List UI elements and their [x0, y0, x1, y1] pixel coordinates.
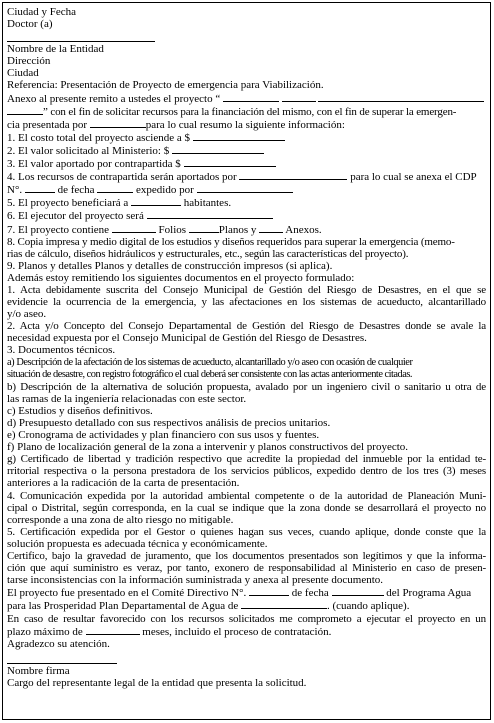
doc-1-line-1: 1. Acta debidamente suscrita del Consejo Municipal de Gestión del Riesgo de Desastres, en el que se	[7, 283, 486, 296]
cdp-issuer-blank	[197, 183, 293, 193]
project-name-blank-2	[282, 92, 316, 102]
doc-3-heading: 3. Documentos técnicos.	[7, 344, 116, 357]
letter-template	[2, 2, 491, 720]
item-1: 1. El costo total del proyecto asciende a $	[7, 131, 486, 144]
item-3: 3. El valor aportado por contrapartida $	[7, 157, 486, 170]
cdp-number-blank	[25, 183, 55, 193]
signatory-role: Cargo del representante legal de la entidad que presenta la solicitud.	[7, 676, 307, 689]
doc-3c: c) Estudios y diseños definitivos.	[7, 404, 153, 417]
department-blank	[241, 599, 327, 609]
doc-5-line-1: 5. Certificación expedida por el Gestor o quienes hagan sus veces, cuando aplique, donde conste que la	[7, 525, 486, 538]
item-5: 5. El proyecto beneficiará a habitantes.	[7, 197, 232, 210]
certification-line-3: tarse inconsistencias con la información suministrada y anexa al presente documento.	[7, 574, 384, 587]
item-9: 9. Planos y detalles Planos y detalles de construcción impresos (si aplica).	[7, 259, 333, 272]
doc-3e: e) Cronograma de actividades y plan financiero con sus usos y fuentes.	[7, 429, 320, 442]
signature-line	[7, 652, 117, 664]
counterpart-source-blank	[239, 170, 347, 180]
requested-value-blank	[172, 144, 264, 154]
item-6: 6. El ejecutor del proyecto será	[7, 209, 486, 222]
entity-name-line: Nombre de la Entidad	[7, 43, 104, 56]
commitment-line-2: plazo máximo de meses, incluido el proceso de contratación.	[7, 625, 332, 638]
intro-line-2: ” con el fin de solicitar recursos para la financiación del mismo, con el fin de superar la emergen-	[7, 105, 486, 118]
documents-intro: Además estoy remitiendo los siguientes documentos en el proyecto formulado:	[7, 271, 355, 284]
commitment-line-1: En caso de resultar favorecido con los recursos solicitados me comprometo a ejecutar el proyecto en un	[7, 612, 486, 625]
doc-1-line-3: y/o aseo.	[7, 308, 47, 321]
doc-3g-line-1: g) Certificado de libertad y tradición respectivo que acredite la propiedad del inmueble por la entidad te-	[7, 453, 486, 466]
annexes-count-blank	[259, 223, 283, 233]
plans-count-blank	[189, 223, 219, 233]
certification-line-2: ción que aquí suministro es veraz, por tanto, exonero de responsabilidad al Ministerio en caso de presen-	[7, 562, 486, 575]
project-name-blank-1	[223, 92, 279, 102]
city-date-line: Ciudad y Fecha	[7, 6, 77, 18]
doc-4-line-1: 4. Comunicación expedida por la autoridad ambiental competente o de la autoridad de Planeación Muni-	[7, 489, 486, 502]
committee-line-2: para las Prosperidad Plan Departamental de Agua de . (cuando aplique).	[7, 600, 410, 613]
doc-3f: f) Plano de localización general de la zona a intervenir y planos constructivos del proyecto.	[7, 441, 409, 454]
certification-line-1: Certifico, bajo la gravedad de juramento, que los documentos presentados son legítimos y que la informa-	[7, 550, 486, 563]
committee-date-blank	[332, 586, 384, 596]
doc-1-line-2: evidencie la ocurrencia de la emergencia, y las afectaciones en los sistemas de acueducto, alcantarillado	[7, 296, 486, 309]
committee-number-blank	[249, 586, 289, 596]
project-name-blank-4	[7, 105, 43, 115]
thanks-line: Agradezco su atención.	[7, 637, 110, 650]
item-8-line-2: rias de cálculo, diseños hidráulicos y estructurales, etc., según las características del proyecto).	[7, 247, 409, 260]
doc-3g-line-2: rritorial respectiva o la persona prestadora de los servicios públicos, expedido dentro de los tres (3) meses	[7, 465, 486, 478]
item-8-line-1: 8. Copia impresa y medio digital de los estudios y diseños requeridos para superar la emergencia (memo-	[7, 235, 455, 248]
doc-5-line-2: solución propuesta es adecuada técnica y económicamente.	[7, 537, 268, 550]
folios-count-blank	[112, 223, 156, 233]
intro-line-1: Anexo al presente remito a ustedes el proyecto “	[7, 92, 486, 105]
term-months-blank	[86, 625, 140, 635]
cdp-date-blank	[97, 183, 133, 193]
intro-line-3: cia presentada por para lo cual resumo la siguiente información:	[7, 118, 345, 131]
counterpart-value-blank	[184, 157, 276, 167]
signatory-name: Nombre firma	[7, 664, 70, 677]
item-7: 7. El proyecto contiene Folios Planos y Anexos.	[7, 223, 322, 236]
executor-blank	[147, 209, 273, 219]
doc-3d: d) Presupuesto detallado con sus respectivos análisis de precios unitarios.	[7, 417, 331, 429]
doc-4-line-3: corresponde a una zona de alto riesgo no mitigable.	[7, 513, 234, 526]
committee-line-1: El proyecto fue presentado en el Comité Directivo N°. de fecha del Programa Agua	[7, 587, 472, 600]
doc-3g-line-3: anteriores a la radicación de la carta de presentación.	[7, 477, 240, 490]
item-4-line-2: N°. de fecha expedido por	[7, 183, 486, 196]
item-4-line-1: 4. Los recursos de contrapartida serán aportados por para lo cual se anexa el CDP	[7, 171, 477, 184]
beneficiaries-blank	[131, 196, 181, 206]
address-line: Dirección	[7, 55, 51, 68]
doc-3a-line-2: situación de desastre, con registro fotográfico el cual deberá ser consistente con las actas anteriormente citadas.	[7, 368, 412, 380]
reference-line: Referencia: Presentación de Proyecto de emergencia para Viabilización.	[7, 79, 324, 92]
emergency-cause-blank	[90, 118, 146, 128]
doc-2-line-1: 2. Acta y/o Concepto del Consejo Departamental de Gestión del Riesgo de Desastres donde se avale la	[7, 320, 486, 333]
total-cost-blank	[193, 131, 285, 141]
doc-3b-line-2: las ramas de la ingeniería relacionadas con este sector.	[7, 392, 247, 405]
item-2: 2. El valor solicitado al Ministerio: $	[7, 144, 486, 157]
doc-4-line-2: cipal o Distrital, según corresponda, en la cual se indique que la zona donde se desarrollará el proyecto no	[7, 501, 486, 514]
recipient-doctor-line: Doctor (a)	[7, 18, 53, 31]
city-line: Ciudad	[7, 67, 39, 80]
doc-2-line-2: necesidad expuesta por el Consejo Municipal de Gestión del Riesgo de Desastres.	[7, 332, 367, 345]
doc-3a-line-1: a) Descripción de la afectación de los sistemas de acueducto, alcantarillado y/o aseo con ocasión de cualquier	[7, 356, 413, 368]
recipient-name-blank	[7, 30, 155, 42]
project-name-blank-3	[318, 92, 484, 102]
doc-3b-line-1: b) Descripción de la alternativa de solución propuesta, avalado por un ingeniero civil o sanitario u otra de	[7, 380, 486, 393]
